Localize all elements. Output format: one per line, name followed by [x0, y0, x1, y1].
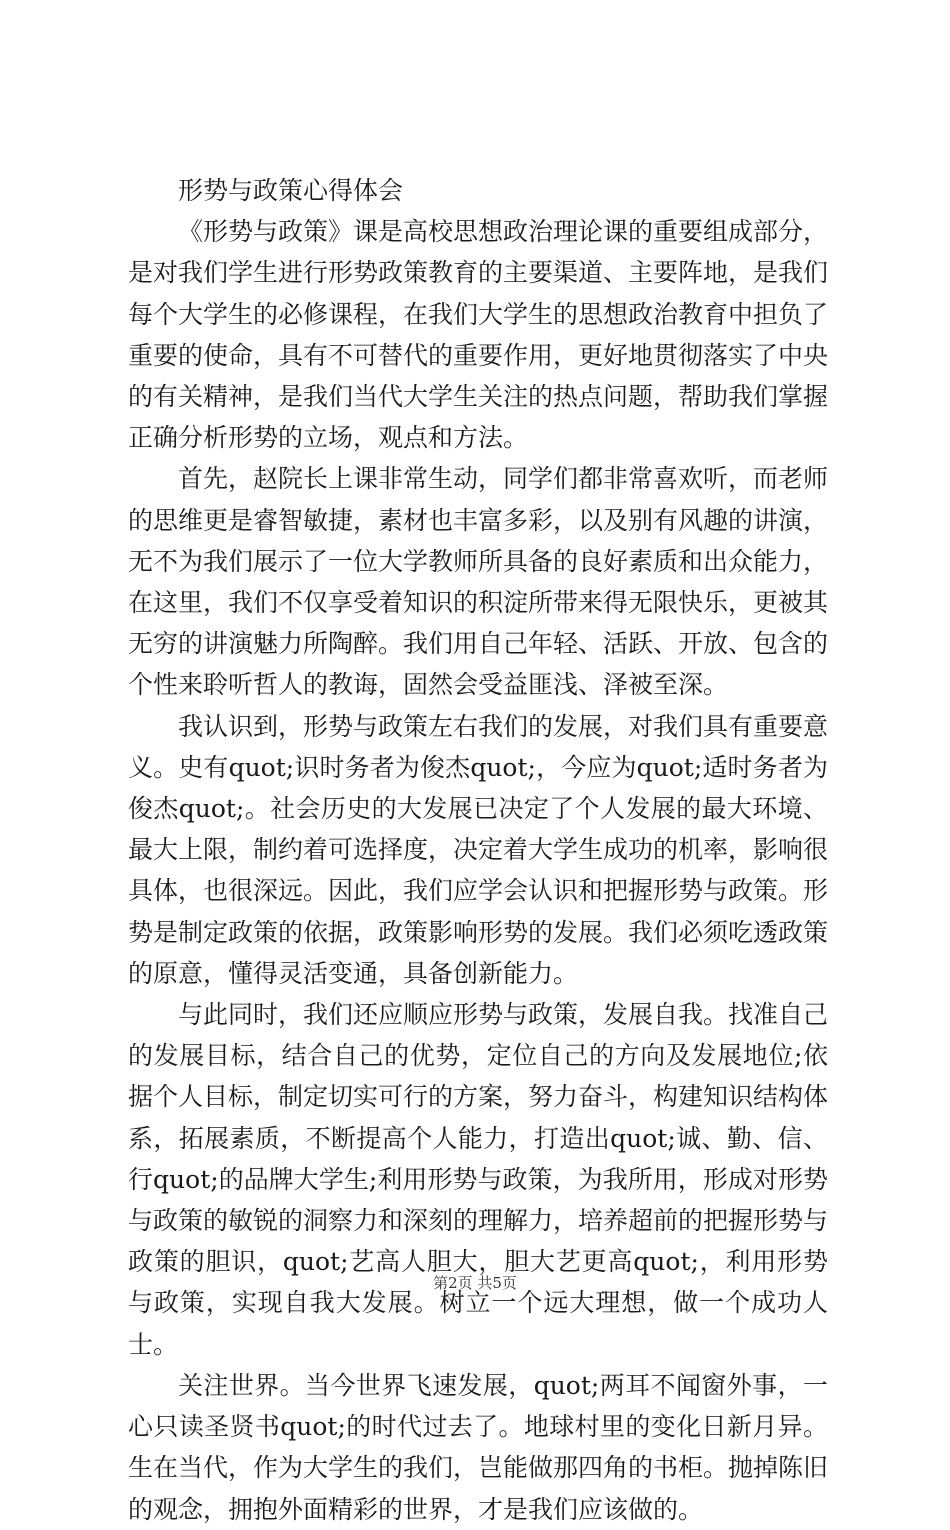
- paragraph-2: 首先，赵院长上课非常生动，同学们都非常喜欢听，而老师的思维更是睿智敏捷，素材也丰富多彩，以及别有风趣的讲演，无不为我们展示了一位大学教师所具备的良好素质和出众能力，在这里，我们不仅享受着知识的积淀所带来得无限快乐，更被其无穷的讲演魅力所陶醉。我们用自己年轻、活跃、开放、包含的个性来聆听哲人的教诲，固然会受益匪浅、泽被至深。: [128, 464, 829, 700]
- paragraph-4: 与此同时，我们还应顺应形势与政策，发展自我。找准自己的发展目标，结合自己的优势，定位自己的方向及发展地位;依据个人目标，制定切实可行的方案，努力奋斗，构建知识结构体系，拓展素质，不断提高个人能力，打造出quot;诚、勤、信、行quot;的品牌大学生;利用形势与政策，为我所用，形成对形势与政策的敏锐的洞察力和深刻的理解力，培养超前的把握形势与政策的胆识，quot;艺高人胆大，胆大艺更高quot;，利用形势与政策，实现自我大发展。树立一个远大理想，做一个成功人士。: [128, 1000, 829, 1359]
- document-body: [128, 170, 828, 1530]
- paragraph-5: 关注世界。当今世界飞速发展，quot;两耳不闻窗外事，一心只读圣贤书quot;的时代过去了。地球村里的变化日新月异。生在当代，作为大学生的我们，岂能做那四角的书柜。抛掉陈旧的观念，拥抱外面精彩的世界，才是我们应该做的。: [128, 1370, 829, 1524]
- document-title: 形势与政策心得体会: [178, 176, 404, 205]
- paragraph-1: 《形势与政策》课是高校思想政治理论课的重要组成部分，是对我们学生进行形势政策教育的主要渠道、主要阵地，是我们每个大学生的必修课程，在我们大学生的思想政治教育中担负了重要的使命，具有不可替代的重要作用，更好地贯彻落实了中央的有关精神，是我们当代大学生关注的热点问题，帮助我们掌握正确分析形势的立场，观点和方法。: [128, 217, 829, 453]
- page-footer: 第2页 共5页: [433, 1274, 517, 1292]
- paragraph-3: 我认识到，形势与政策左右我们的发展，对我们具有重要意义。史有quot;识时务者为俊杰quot;，今应为quot;适时务者为俊杰quot;。社会历史的大发展已决定了个人发展的最大环境、最大上限，制约着可选择度，决定着大学生成功的机率，影响很具体，也很深远。因此，我们应学会认识和把握形势与政策。形势是制定政策的依据，政策影响形势的发展。我们必须吃透政策的原意，懂得灵活变通，具备创新能力。: [128, 711, 829, 988]
